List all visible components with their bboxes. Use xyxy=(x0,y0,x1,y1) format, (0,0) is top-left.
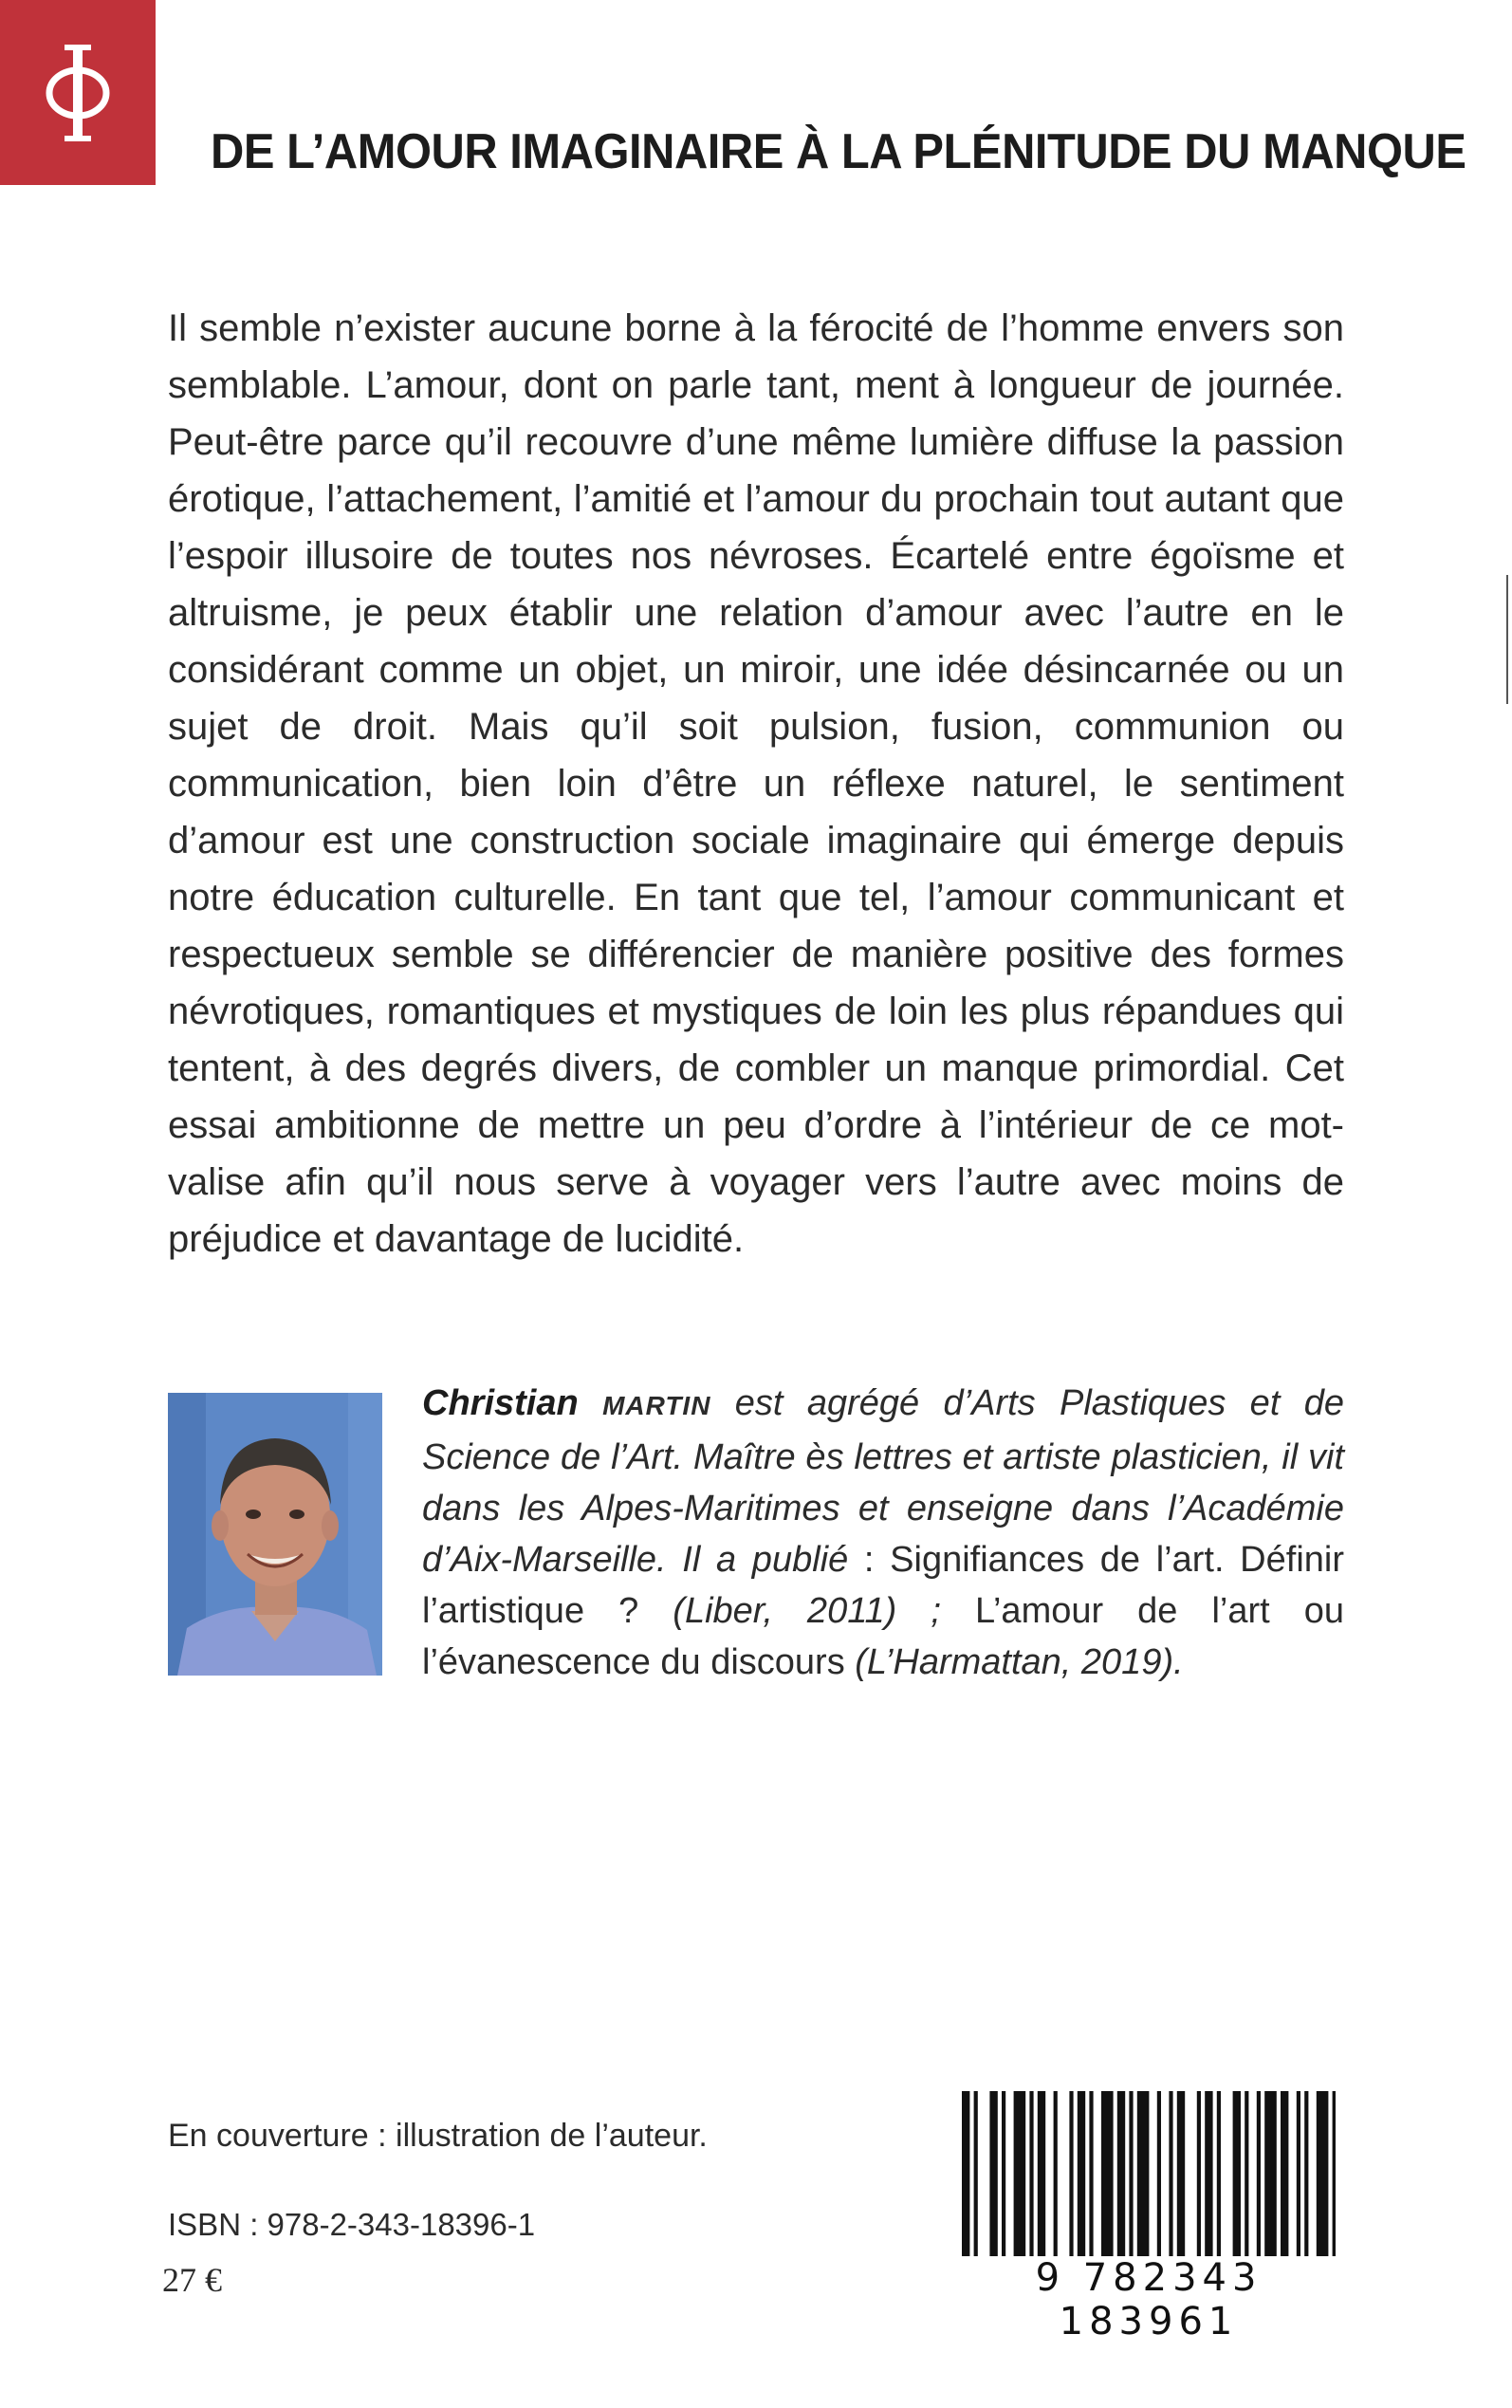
phi-icon xyxy=(42,41,114,145)
publisher-logo xyxy=(0,0,156,185)
price: 27 € xyxy=(162,2261,222,2299)
bio-book-1: Signifiances de l’art. Définir l’artistique ? xyxy=(422,1540,1344,1631)
author-bio xyxy=(422,1378,1344,1688)
bio-text: est agrégé d’Arts Plastiques et de Science de l’Art. Maître ès lettres et artiste plasticien, il vit dans les Alpes-Maritimes et enseigne dans l’Académie d’Aix-Marseille. Il a publié xyxy=(422,1383,1344,1580)
edge-mark xyxy=(1506,575,1508,704)
author-last-name: MARTIN xyxy=(602,1391,711,1420)
bio-publisher-2: (L’Harmattan, 2019). xyxy=(844,1642,1184,1682)
book-title: DE L’AMOUR IMAGINAIRE À LA PLÉNITUDE DU MANQUE xyxy=(211,124,1466,179)
cover-credit: En couverture : illustration de l’auteur. xyxy=(168,2118,708,2154)
barcode-digits: 9 782343 183961 xyxy=(958,2256,1339,2343)
bio-publisher-1: (Liber, 2011) ; xyxy=(638,1591,941,1631)
isbn: ISBN : 978-2-343-18396-1 xyxy=(168,2207,536,2242)
back-cover-blurb: Il semble n’exister aucune borne à la férocité de l’homme envers son semblable. L’amour, dont on parle tant, ment à longueur de journée. Peut-être parce qu’il recouvre d’une même lumière diffuse la passion érotique, l’attachement, l’amitié et l’amour du prochain tout autant que l’espoir illusoire de toutes nos névroses. Écartelé entre égoïsme et altruisme, je peux établir une relation d’amour avec l’autre en le considérant comme un objet, un miroir, une idée désincarnée ou un sujet de droit. Mais qu’il soit pulsion, fusion, communion ou communication, bien loin d’être un réflexe naturel, le sentiment d’amour est une construction sociale imaginaire qui émerge depuis notre éducation culturelle. En tant que tel, l’amour communicant et respectueux semble se différencier de manière positive des formes névrotiques, romantiques et mystiques de loin les plus répandues qui tentent, à des degrés divers, de combler un manque primordial. Cet essai ambitionne de mettre un peu d’ordre à l’intérieur de ce mot-valise afin qu’il nous serve à voyager vers l’autre avec moins de préjudice et davantage de lucidité. xyxy=(168,307,1344,1260)
author-photo xyxy=(168,1393,382,1676)
bio-book-2: L’amour de l’art ou l’évanescence du discours xyxy=(422,1591,1345,1682)
author-first-name: Christian xyxy=(422,1383,579,1423)
bio-colon: : xyxy=(848,1540,891,1580)
